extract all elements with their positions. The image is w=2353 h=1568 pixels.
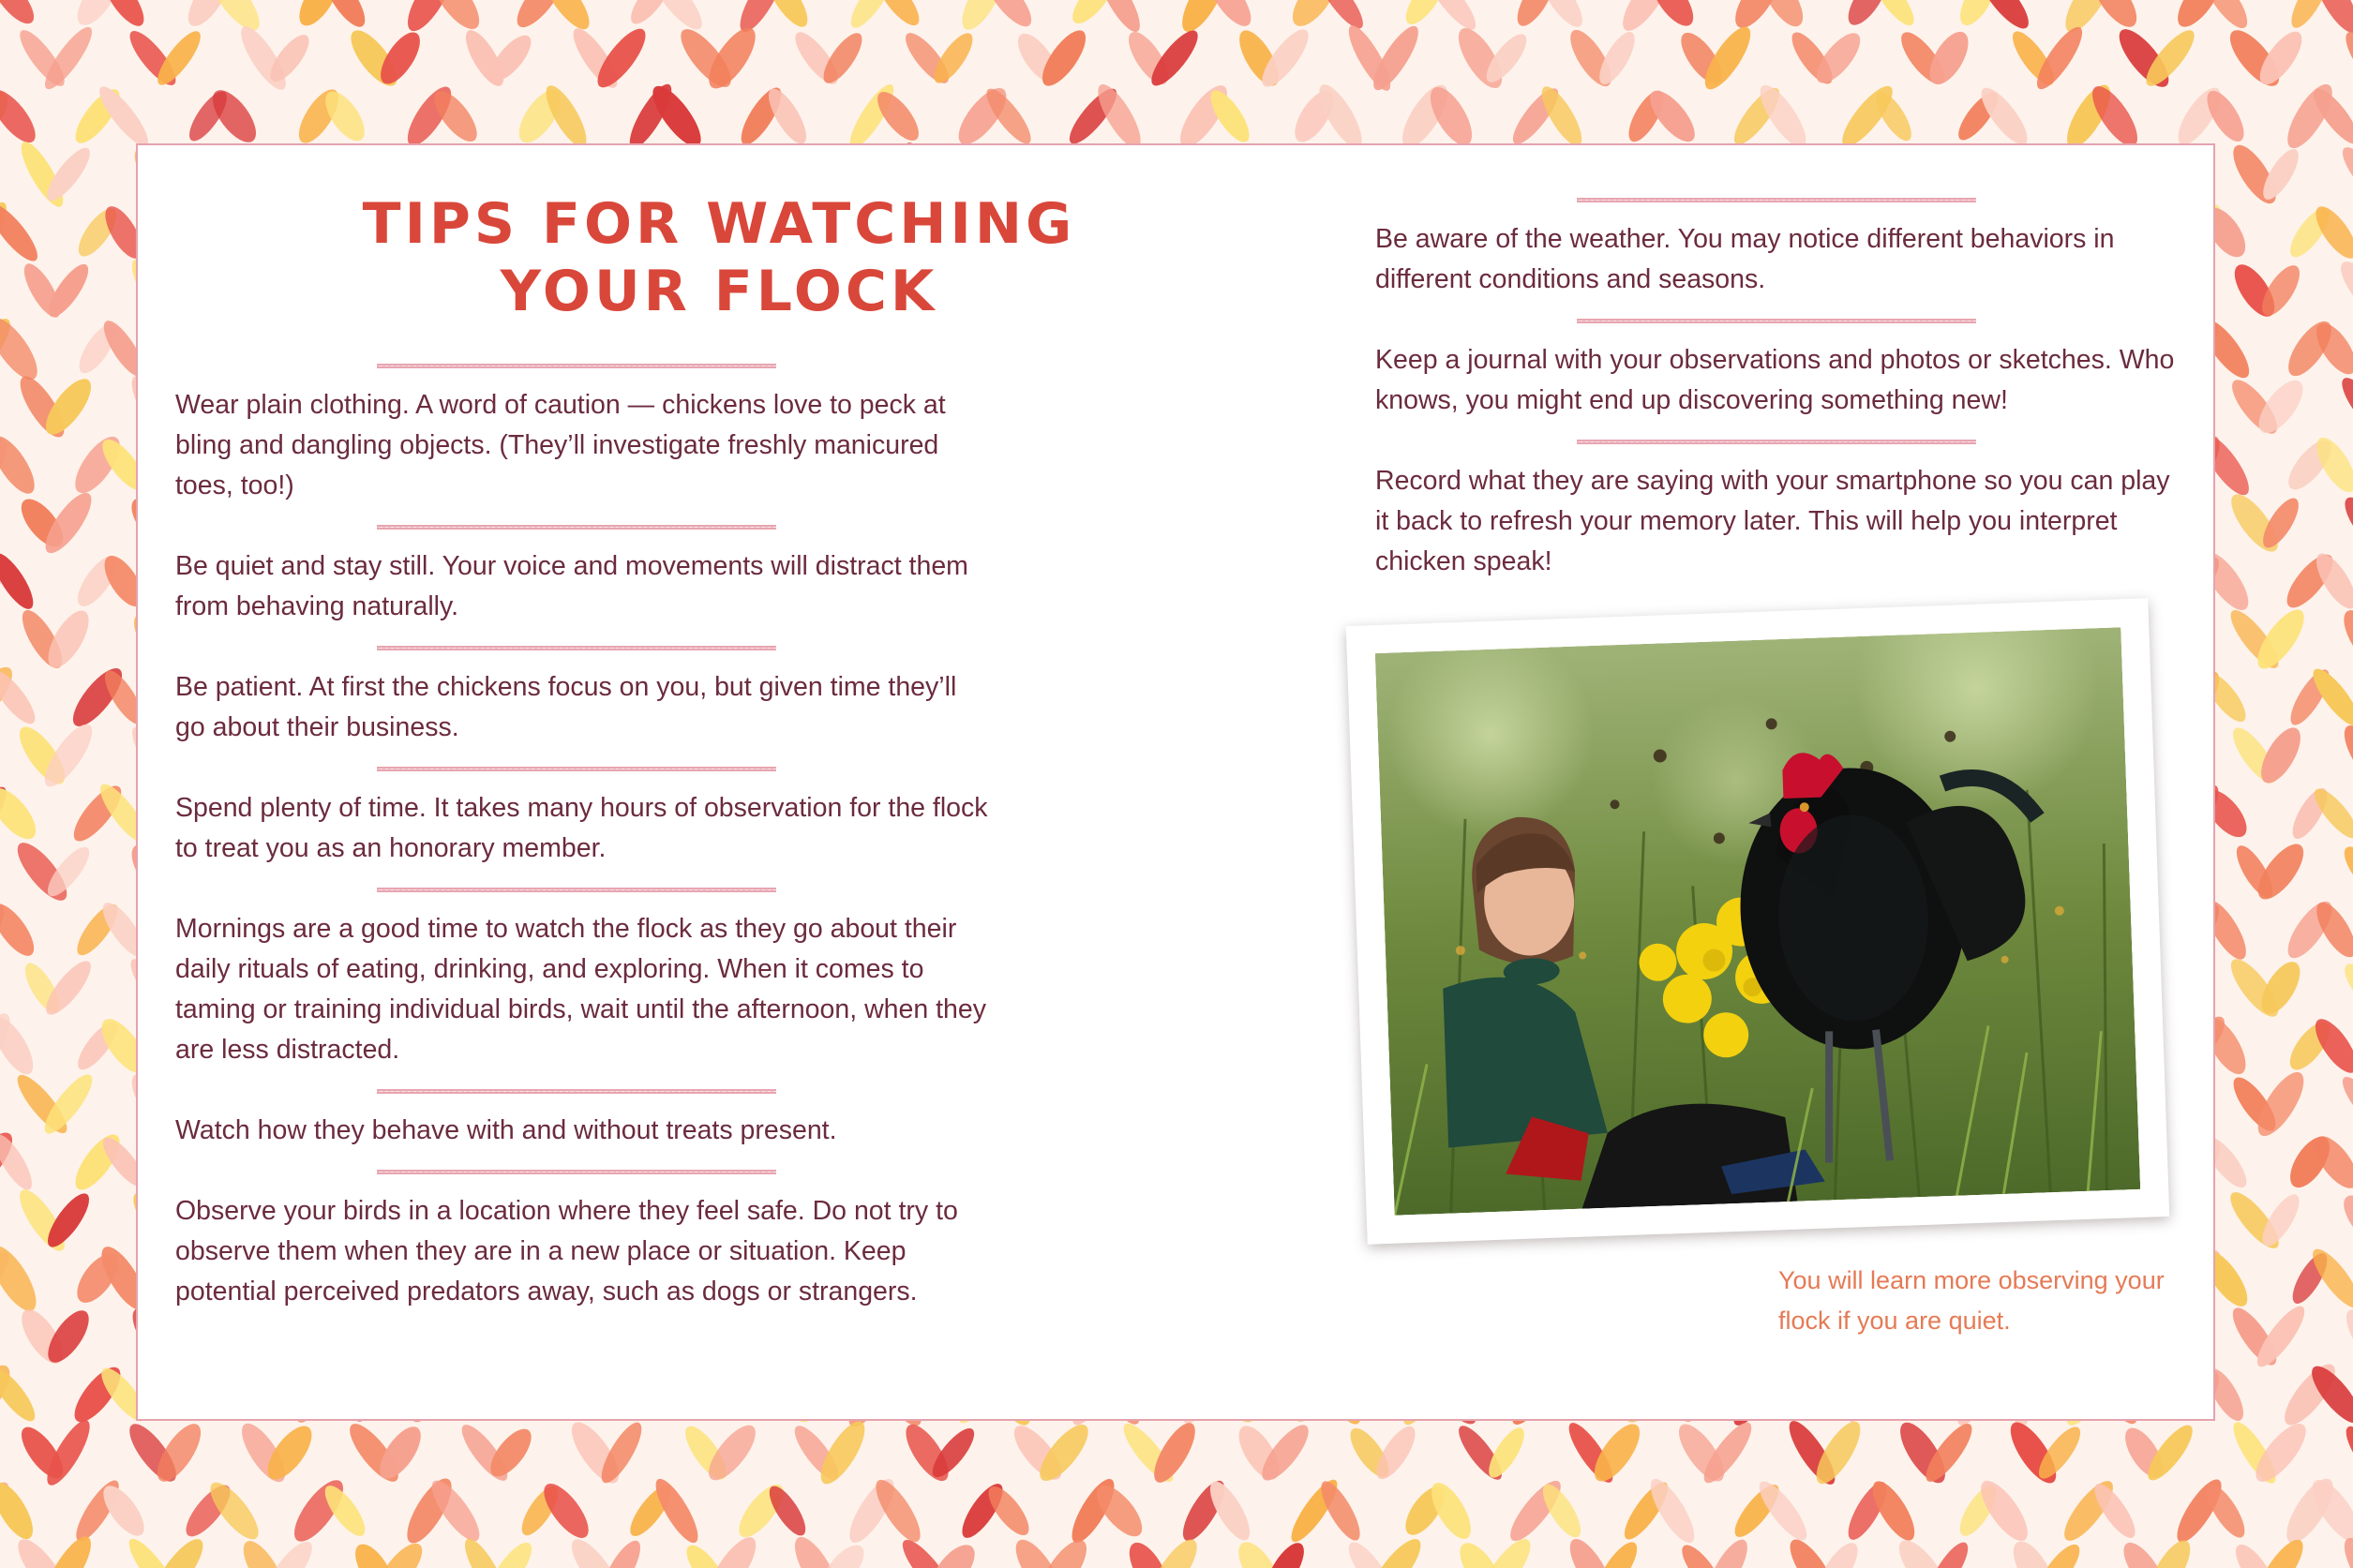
tip-quiet-still: Be quiet and stay still. Your voice and movements will distract them from behaving naturally. — [175, 551, 968, 621]
feather-stroke-415 — [0, 430, 42, 500]
tip-safe-location: Observe your birds in a location where they feel safe. Do not try to observe them when they are in a new place or situation. Keep potential perceived predators away, such as dogs or strangers. — [175, 1196, 958, 1307]
divider — [377, 1170, 776, 1174]
divider — [377, 646, 776, 650]
tip-be-patient: Be patient. At first the chickens focus on you, but given time they’ll go about their business. — [175, 672, 957, 742]
divider — [1577, 319, 1976, 323]
tip-spend-time: Spend plenty of time. It takes many hours of observation for the flock to treat you as an honorary member. — [175, 793, 988, 863]
feather-stroke-47 — [0, 0, 41, 30]
feather-stroke-318 — [2333, 255, 2353, 326]
tip-journal: Keep a journal with your observations and photos or sketches. Who knows, you might end up discovering something new! — [1375, 345, 2175, 415]
tip-weather: Be aware of the weather. You may notice different behaviors in different conditions and seasons. — [1375, 224, 2115, 294]
divider — [377, 525, 776, 530]
feather-stroke-410 — [2335, 372, 2353, 442]
divider — [1577, 198, 1976, 202]
feather-stroke-870 — [2338, 958, 2353, 1018]
divider — [377, 1089, 776, 1094]
feather-stroke-594 — [2336, 604, 2353, 675]
feather-stroke-507 — [0, 548, 40, 615]
feather-stroke-502 — [2338, 491, 2353, 554]
feather-stroke-226 — [2336, 142, 2353, 207]
feather-stroke-1243 — [0, 1477, 40, 1546]
photo-caption: You will learn more observing your flock if you are quiet. — [1778, 1266, 2165, 1335]
photo-frame — [1346, 598, 2170, 1244]
divider — [1577, 440, 1976, 444]
feather-stroke-962 — [2336, 1071, 2353, 1137]
feather-stroke-231 — [0, 198, 44, 267]
feather-stroke-783 — [0, 898, 41, 963]
page-card — [136, 143, 2215, 1421]
girl-with-black-rooster-photo — [1375, 627, 2140, 1215]
feather-stroke-1054 — [2336, 1188, 2353, 1252]
tip-plain-clothing: Wear plain clothing. A word of caution — chickens love to peck at bling and dangling objects. (They’ll investigate freshly manicured toes, too!) — [175, 390, 946, 500]
feather-stroke-134 — [2339, 26, 2353, 90]
feather-stroke-1059 — [0, 1239, 45, 1318]
divider — [377, 364, 776, 368]
feather-stroke-1146 — [2339, 1305, 2353, 1369]
feather-stroke-875 — [0, 1012, 40, 1081]
feather-stroke-1238 — [2340, 1421, 2353, 1484]
tip-mornings: Mornings are a good time to watch the flock as they go about their daily rituals of eating, drinking, and exploring. When it comes to taming or training individual birds, wait until the afternoon, when they are less distracted. — [175, 914, 986, 1065]
tip-treats: Watch how they behave with and without treats present. — [175, 1115, 837, 1145]
feather-stroke-967 — [0, 1129, 38, 1194]
divider — [377, 767, 776, 771]
feather-stroke-778 — [2337, 841, 2353, 903]
feather-stroke-691 — [0, 781, 44, 846]
feather-stroke-139 — [0, 83, 43, 149]
page-title: TIPS FOR WATCHING YOUR FLOCK — [362, 191, 1076, 324]
tip-record: Record what they are saying with your smartphone so you can play it back to refresh your memory later. This will help you interpret chicken speak! — [1375, 466, 2170, 576]
divider — [377, 888, 776, 892]
feather-stroke-686 — [2337, 720, 2353, 792]
